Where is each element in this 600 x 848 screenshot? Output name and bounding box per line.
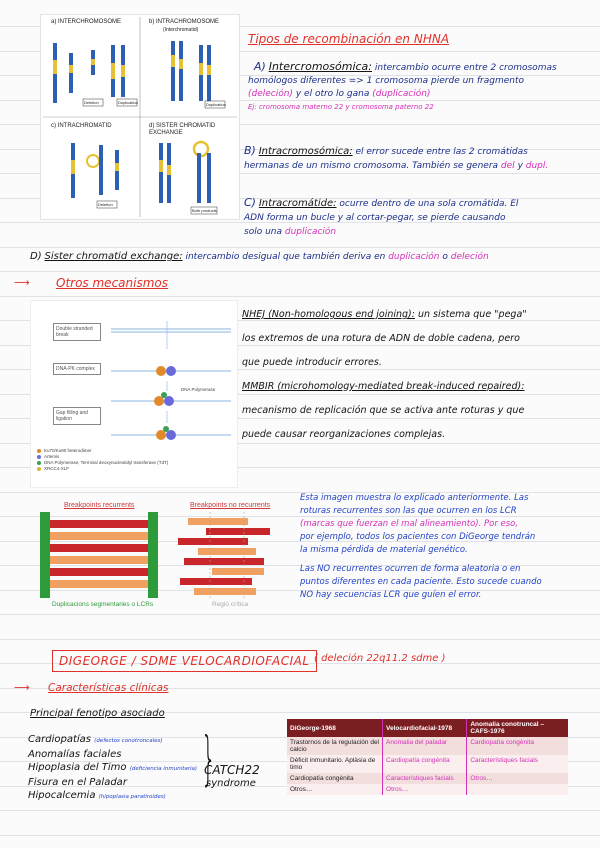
mmbir-text-1: mecanismo de replicación que se activa ante roturas y que — [242, 405, 525, 416]
table-cell: Trastornos de la regulación del calcio — [287, 737, 383, 755]
fig-dna-polymerase: DNA Polymerase — [181, 387, 216, 392]
fig-box-dnapk: DNA-PK complex — [53, 363, 101, 375]
nahr-b-block — [244, 144, 596, 173]
table-row — [287, 773, 568, 784]
legend-item: Artemis — [44, 454, 60, 459]
breakpoints-bars — [38, 512, 278, 598]
b-deletion: del — [500, 161, 515, 171]
fenotipo-note: (hipoplasia paratiroides) — [98, 794, 166, 800]
table-cell: Dèficit inmunitario. Aplàsia de timo — [287, 755, 383, 773]
table-cell: Otros… — [467, 773, 568, 784]
b-term: Intracromosómica: — [258, 146, 353, 157]
panel-b-chromosomes — [171, 41, 211, 101]
table-row — [287, 784, 568, 795]
bp-text-4: por ejemplo, todos los pacientes con DiGeorge tendrán — [300, 532, 536, 542]
panel-a-title: a) INTERCHROMOSOME — [51, 19, 122, 25]
ruled-line — [0, 296, 600, 297]
b-text-1: el error sucede entre las 2 cromátidas — [355, 147, 528, 157]
d-label: D) — [30, 251, 42, 262]
b-duplication: dupl. — [525, 161, 549, 171]
ruled-line — [0, 639, 600, 640]
table-row — [287, 737, 568, 755]
table-cell: Otros… — [383, 784, 467, 795]
d-deletion: deleción — [450, 252, 489, 262]
a-and: y el otro lo gana — [295, 89, 370, 99]
c-text-3: solo una — [244, 227, 282, 237]
fenotipo-note: (deficiencia inmunitaria) — [129, 766, 198, 772]
bp-nonrecurrent-title: Breakpoints no recurrents — [190, 502, 271, 509]
catch22-label: CATCH22 — [204, 763, 260, 777]
c-duplication: duplicación — [284, 227, 337, 237]
panel-b-subtitle: (Interchromatid) — [163, 27, 199, 33]
legend-item: Ku70/Ku80 heterodimer — [44, 448, 92, 453]
nahr-a-block — [248, 60, 599, 114]
table-header: Velocardiofacial-1978 — [383, 719, 467, 737]
table-row — [287, 755, 568, 773]
d-or: o — [442, 252, 448, 262]
label-deletion-a: Deletion — [84, 100, 99, 105]
section-title-nahr: Tipos de recombinación en NHNA — [248, 32, 450, 46]
bp-recurrent-title: Breakpoints recurrents — [64, 502, 135, 509]
otros-heading: Otros mecanismos — [56, 276, 168, 290]
nhej-title: NHEJ (Non-homologous end joining): — [242, 309, 415, 320]
a-label: A) — [254, 60, 266, 73]
bp-text-2: roturas recurrentes son las que ocurren en los LCR — [300, 506, 517, 516]
nhej-mmbir-text — [242, 303, 594, 447]
d-duplication: duplicación — [388, 252, 440, 262]
ruled-line — [0, 614, 600, 615]
c-term: Intracromátide: — [258, 198, 337, 209]
a-text-1: intercambio ocurre entre 2 cromosomas — [374, 63, 557, 73]
arrow-icon-clinicas: ⟶ — [14, 681, 30, 694]
bp-text-7: puntos diferentes en cada paciente. Esto sucede cuando — [300, 577, 542, 587]
panel-d-title: d) SISTER CHROMATID EXCHANGE — [149, 123, 216, 136]
fenotipo-title: Principal fenotipo asociado — [30, 708, 165, 719]
a-text-2: homólogos diferentes => 1 cromosoma pierde un fragmento — [248, 76, 525, 86]
d-text: intercambio desigual que también deriva en — [185, 252, 386, 262]
bp-text-8: NO hay secuencias LCR que guíen el error. — [300, 590, 482, 600]
bp-text-6: Las NO recurrentes ocurren de forma aleatoria o en — [300, 564, 521, 574]
b-text-2: hermanas de un mismo cromosoma. También se genera — [244, 161, 499, 171]
table-header: DiGeorge-1968 — [287, 719, 383, 737]
table-cell — [467, 784, 568, 795]
ruled-line — [0, 271, 600, 272]
mmbir-title: MMBIR (microhomology-mediated break-induced repaired): — [242, 381, 525, 392]
mmbir-text-2: puede causar reorganizaciones complejas. — [242, 429, 446, 440]
ruled-line — [0, 247, 600, 248]
arrow-icon-otros: ⟶ — [14, 276, 30, 289]
chromosome-figure — [40, 14, 240, 220]
fig-box-dsb: Double stranded break — [53, 323, 101, 341]
b-and: y — [517, 161, 523, 171]
a-duplication: (duplicación) — [372, 89, 431, 99]
c-text-1: ocurre dentro de una sola cromátida. El — [339, 199, 519, 209]
bp-text-3: (marcas que fuerzan el mal alineamiento). Por eso, — [300, 519, 519, 529]
nahr-d-block — [30, 250, 590, 264]
table-cell: Cardiopatía congènita — [287, 773, 383, 784]
chromosome-diagram — [41, 15, 239, 219]
digeorge-title-box: DIGEORGE / SDME VELOCARDIOFACIAL — [52, 650, 317, 672]
label-deletion-c: Deletion — [98, 202, 113, 207]
panel-c-title: c) INTRACHROMATID — [51, 123, 112, 129]
nhej-text-1: un sistema que "pega" — [418, 309, 527, 320]
legend-item: DNA Polymerase, Terminal deoxynucleotidyl transferase (TdT) — [44, 460, 169, 465]
syndrome-table — [287, 719, 568, 795]
fenotipo-item: Hipocalcemia — [28, 790, 96, 801]
table-cell: Característiques facials — [467, 755, 568, 773]
c-text-2: ADN forma un bucle y al cortar-pegar, se pierde causando — [244, 213, 506, 223]
breakpoints-figure — [38, 498, 278, 612]
bp-text-5: la misma pérdida de material genético. — [300, 545, 468, 555]
label-duplication-b: Duplication — [206, 102, 226, 107]
a-example-note: Ej: cromosoma materno 22 y cromosoma paterno 22 — [248, 103, 434, 111]
bp-text-1: Esta imagen muestra lo explicado anteriormente. Las — [300, 493, 529, 503]
fenotipo-item: Anomalías faciales — [28, 749, 122, 760]
label-both-d: Both products — [192, 208, 217, 213]
d-term: Sister chromatid exchange: — [44, 251, 183, 262]
catch22-sub: syndrome — [206, 778, 256, 789]
legend-item: XRCC4-XLF — [44, 466, 70, 471]
table-cell: Otros… — [287, 784, 383, 795]
digeorge-subtitle: ( deleción 22q11.2 sdme ) — [314, 653, 446, 664]
c-label: C) — [244, 196, 256, 209]
bp-right-caption: Regió crítica — [212, 601, 249, 608]
nahr-c-block — [244, 196, 596, 239]
nhej-figure — [30, 300, 238, 488]
fenotipo-item: Fisura en el Paladar — [28, 777, 127, 788]
label-duplication-a: Duplication — [118, 100, 138, 105]
bp-left-caption: Duplicacions segmentaries o LCRs — [52, 601, 154, 608]
nhej-text-2: los extremos de una rotura de ADN de doble cadena, pero — [242, 333, 520, 344]
ruled-line — [0, 835, 600, 836]
panel-b-title: b) INTRACHROMOSOME — [149, 19, 220, 25]
b-label: B) — [244, 144, 256, 157]
fig-box-gap: Gap filling and ligation — [53, 407, 101, 425]
panel-d-chromosomes — [159, 142, 211, 203]
brace-icon: } — [201, 724, 216, 792]
fenotipo-item: Hipoplasia del Timo — [28, 762, 127, 773]
fenotipo-note: (defectos conotroncales) — [94, 738, 163, 744]
fenotipo-item: Cardiopatías — [28, 734, 91, 745]
a-deletion: (deleción) — [248, 89, 293, 99]
table-cell: Cardiopatía congènita — [467, 737, 568, 755]
table-header: Anomalia conotruncal – CAFS-1976 — [467, 719, 568, 737]
table-cell: Característiques facials — [383, 773, 467, 784]
nhej-text-3: que puede introducir errores. — [242, 357, 382, 368]
table-cell: Cardiopatía congénita — [383, 755, 467, 773]
breakpoints-explanation — [300, 492, 596, 602]
panel-a-chromosomes — [53, 43, 125, 103]
clinicas-heading: Características clínicas — [48, 682, 169, 694]
table-cell: Anomalia del paladar — [383, 737, 467, 755]
fenotipo-list — [28, 733, 208, 804]
ruled-line — [0, 810, 600, 811]
a-term: Intercromosómica: — [268, 60, 372, 73]
panel-c-chromosomes — [71, 143, 119, 198]
